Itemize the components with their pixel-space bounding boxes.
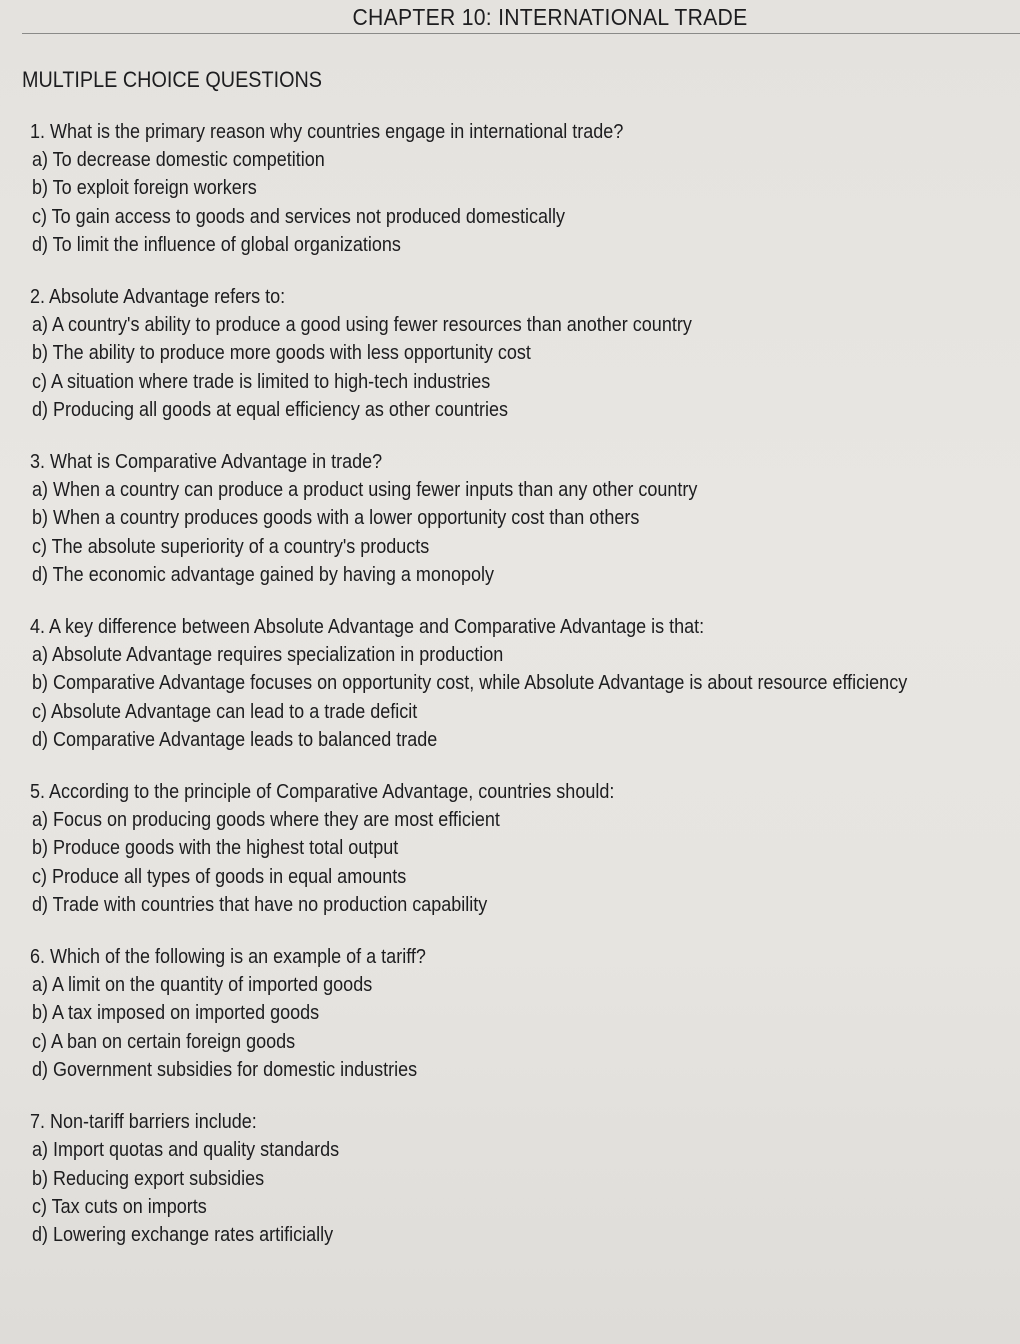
option-c: c) A situation where trade is limited to high-tech industries [32, 370, 491, 393]
option-b: b) The ability to produce more goods with less opportunity cost [32, 342, 531, 365]
question-text: 2. Absolute Advantage refers to: [30, 286, 286, 309]
option-c: c) Tax cuts on imports [32, 1195, 207, 1218]
option-b: b) Reducing export subsidies [32, 1167, 265, 1190]
option-a: a) A limit on the quantity of imported goods [32, 974, 373, 997]
option-c: c) The absolute superiority of a country's products [32, 535, 430, 558]
option-a: a) A country's ability to produce a good using fewer resources than another country [32, 314, 692, 337]
option-d: d) Producing all goods at equal efficiency as other countries [32, 398, 508, 421]
option-c: c) Absolute Advantage can lead to a trade deficit [32, 700, 418, 723]
option-a: a) When a country can produce a product using fewer inputs than any other country [32, 479, 698, 502]
option-a: a) Absolute Advantage requires specialization in production [32, 644, 504, 667]
option-d: d) Government subsidies for domestic industries [32, 1058, 418, 1081]
option-c: c) A ban on certain foreign goods [32, 1030, 296, 1053]
option-d: d) The economic advantage gained by having a monopoly [32, 563, 494, 586]
option-d: d) Trade with countries that have no production capability [32, 893, 488, 916]
question-text: 1. What is the primary reason why countries engage in international trade? [30, 121, 624, 143]
chapter-title: CHAPTER 10: INTERNATIONAL TRADE [352, 4, 748, 30]
option-d: d) Lowering exchange rates artificially [32, 1223, 334, 1246]
question-2 [30, 283, 1020, 424]
option-b: b) To exploit foreign workers [32, 177, 257, 200]
option-a: a) Import quotas and quality standards [32, 1139, 340, 1162]
option-d: d) Comparative Advantage leads to balanced trade [32, 728, 438, 751]
option-b: b) Produce goods with the highest total output [32, 837, 399, 860]
question-4 [30, 613, 1020, 754]
question-5 [30, 778, 1020, 919]
option-d: d) To limit the influence of global organizations [32, 233, 401, 256]
option-b: b) Comparative Advantage focuses on opportunity cost, while Absolute Advantage is about resource efficiency [32, 672, 908, 695]
title-divider [22, 33, 1020, 34]
option-b: b) When a country produces goods with a lower opportunity cost than others [32, 507, 640, 530]
question-list [30, 118, 1020, 1273]
question-3 [30, 448, 1020, 589]
question-text: 3. What is Comparative Advantage in trade? [30, 451, 383, 474]
option-a: a) To decrease domestic competition [32, 149, 325, 172]
option-c: c) Produce all types of goods in equal amounts [32, 865, 407, 888]
question-text: 7. Non-tariff barriers include: [30, 1111, 257, 1134]
question-1 [30, 118, 1020, 259]
question-text: 4. A key difference between Absolute Advantage and Comparative Advantage is that: [30, 616, 705, 639]
section-heading: MULTIPLE CHOICE QUESTIONS [22, 67, 322, 92]
question-6 [30, 943, 1020, 1084]
option-b: b) A tax imposed on imported goods [32, 1002, 320, 1025]
question-text: 6. Which of the following is an example of a tariff? [30, 946, 426, 969]
option-c: c) To gain access to goods and services not produced domestically [32, 205, 565, 228]
question-7 [30, 1108, 1020, 1249]
question-text: 5. According to the principle of Comparative Advantage, countries should: [30, 781, 615, 804]
option-a: a) Focus on producing goods where they are most efficient [32, 809, 500, 832]
